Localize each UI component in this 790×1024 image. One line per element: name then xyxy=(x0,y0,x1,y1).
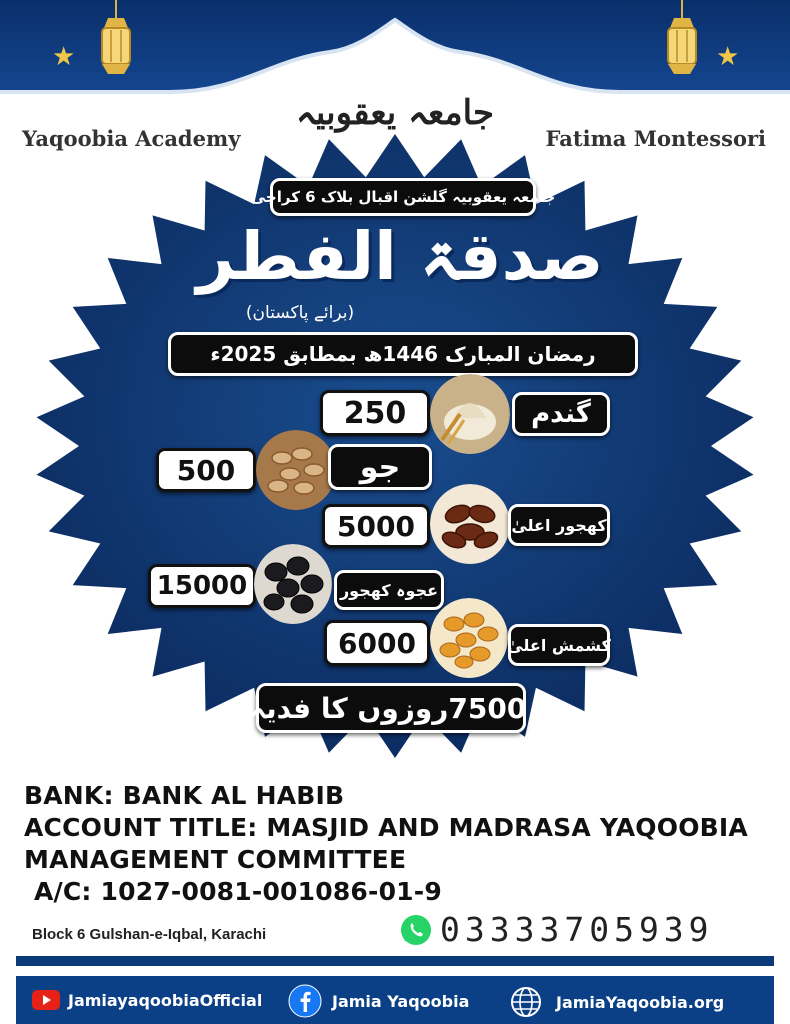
ajwa-value: 15000 xyxy=(148,564,256,608)
youtube-handle: JamiayaqoobiaOfficial xyxy=(68,990,263,1010)
facebook-icon xyxy=(288,984,322,1018)
footer-bar xyxy=(16,976,774,1024)
facebook-link[interactable] xyxy=(288,984,469,1018)
website-url: JamiaYaqoobia.org xyxy=(556,992,725,1012)
globe-icon xyxy=(510,986,542,1018)
fidya-label: روزوں کا فدیہ xyxy=(249,691,449,725)
barley-icon xyxy=(256,430,336,510)
lantern-icon xyxy=(660,0,704,84)
account-number: A/C: 1027-0081-001086-01-9 xyxy=(34,877,442,906)
raisins-label: کشمش اعلیٰ xyxy=(508,624,610,666)
wheat-flour-icon xyxy=(430,374,510,454)
facebook-handle: Jamia Yaqoobia xyxy=(332,991,470,1011)
organization-pill: جامعہ یعقوبیہ گلشن اقبال بلاک 6 کراچی xyxy=(270,178,536,216)
phone-contact xyxy=(400,910,714,949)
urdu-brand-name: جامعہ یعقوبیہ xyxy=(295,93,495,133)
website-link[interactable] xyxy=(510,986,724,1018)
ramadan-date-pill: رمضان المبارک 1446ھ بمطابق 2025ء xyxy=(168,332,638,376)
youtube-link[interactable] xyxy=(32,990,262,1010)
wheat-value: 250 xyxy=(320,390,430,436)
wheat-label: گندم xyxy=(512,392,610,436)
fidya-value: 7500 xyxy=(448,691,527,725)
star-icon: ★ xyxy=(52,42,76,72)
account-title-cont: MANAGEMENT COMMITTEE xyxy=(24,845,407,874)
lantern-icon xyxy=(94,0,138,84)
barley-label: جو xyxy=(328,444,432,490)
raisins-value: 6000 xyxy=(324,620,430,666)
account-title: ACCOUNT TITLE: MASJID AND MADRASA YAQOOBIA xyxy=(24,813,748,842)
barley-value: 500 xyxy=(156,448,256,492)
dates-value: 5000 xyxy=(322,504,430,548)
pakistan-subtitle: (برائے پاکستان) xyxy=(245,303,355,323)
address: Block 6 Gulshan-e-Iqbal, Karachi xyxy=(32,926,267,943)
ajwa-label: عجوہ کھجور xyxy=(334,570,444,610)
star-icon: ★ xyxy=(716,42,740,72)
raisins-icon xyxy=(430,598,508,678)
bank-details xyxy=(24,780,748,908)
fidya-pill xyxy=(249,683,527,733)
footer xyxy=(16,956,774,1024)
academy-title: Yaqoobia Academy xyxy=(22,126,241,151)
dates-label: کھجور اعلیٰ xyxy=(508,504,610,546)
phone-number: 03333705939 xyxy=(440,910,714,949)
youtube-icon xyxy=(32,990,60,1010)
montessori-title: Fatima Montessori xyxy=(545,126,766,151)
sadqa-title: صدقۃ الفطر xyxy=(196,218,604,295)
ajwa-dates-icon xyxy=(254,544,332,624)
dates-icon xyxy=(430,484,510,564)
whatsapp-icon xyxy=(400,914,432,946)
bank-name: BANK: BANK AL HABIB xyxy=(24,781,345,810)
